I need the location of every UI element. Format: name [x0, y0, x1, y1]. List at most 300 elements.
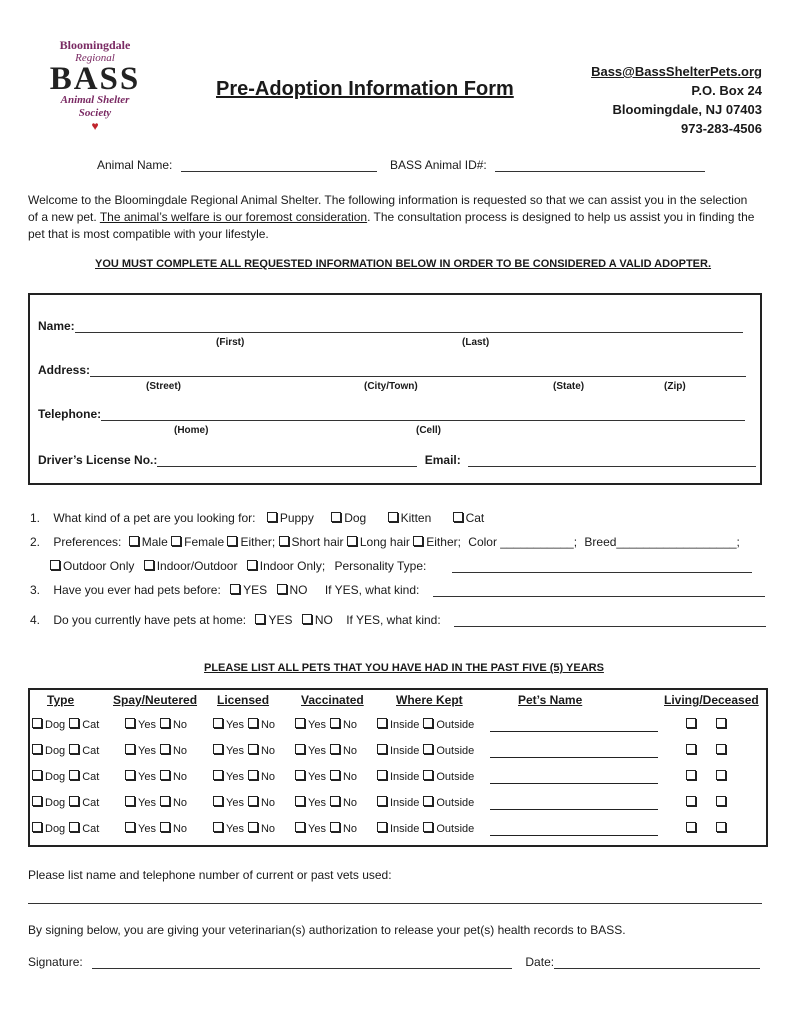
checkbox-icon	[413, 536, 423, 546]
pet-type-cat[interactable]	[69, 745, 99, 757]
pet-type	[32, 718, 99, 731]
pet-licensed	[213, 796, 275, 809]
q2-option-indoor-outdoor[interactable]	[144, 559, 238, 573]
checkbox-icon	[302, 614, 312, 624]
email-label: Email:	[424, 453, 461, 467]
checkbox-icon	[377, 770, 387, 780]
checkbox-icon	[213, 796, 223, 806]
option-label: Outside	[436, 797, 475, 809]
option-label: Short hair	[291, 535, 344, 549]
intro-paragraph	[28, 192, 760, 243]
option-label: Outside	[436, 719, 475, 731]
animal-name-label: Animal Name:	[97, 158, 173, 172]
state-sublabel: (State)	[553, 381, 585, 392]
checkbox-icon	[716, 822, 726, 832]
checkbox-icon	[248, 744, 258, 754]
option-label: No	[260, 745, 276, 757]
option-label: YES	[268, 613, 293, 627]
q2-option-female[interactable]	[171, 535, 224, 549]
option-label: Yes	[226, 745, 244, 757]
pet-spayed	[125, 718, 187, 731]
pet-living-checkbox[interactable]	[686, 744, 699, 757]
animal-name-field[interactable]	[181, 159, 377, 172]
address-label: Address:	[38, 363, 91, 377]
q3-number: 3.	[30, 583, 41, 597]
pet-living-checkbox[interactable]	[686, 718, 699, 731]
contact-block	[591, 62, 762, 138]
option-label: No	[172, 823, 188, 835]
cell-sublabel: (Cell)	[416, 425, 441, 436]
pet-licensed-no[interactable]	[248, 745, 275, 757]
checkbox-icon	[331, 512, 341, 522]
option-label: Dog	[45, 719, 66, 731]
checkbox-icon	[279, 536, 289, 546]
address-row	[38, 363, 746, 377]
pet-licensed-yes[interactable]	[213, 745, 244, 757]
option-label: Yes	[308, 745, 326, 757]
checkbox-icon	[125, 744, 135, 754]
pet-licensed-no[interactable]	[248, 719, 275, 731]
address-field[interactable]	[90, 364, 746, 377]
pet-deceased-checkbox[interactable]	[716, 822, 729, 835]
header-living-deceased: Living/Deceased	[664, 693, 759, 707]
contact-email-link[interactable]: Bass@BassShelterPets.org	[591, 64, 762, 79]
option-label: Yes	[138, 745, 156, 757]
checkbox-icon	[125, 718, 135, 728]
checkbox-icon	[277, 584, 287, 594]
header-licensed: Licensed	[217, 693, 270, 707]
option-label: No	[260, 719, 276, 731]
form-title: Pre-Adoption Information Form	[216, 78, 514, 100]
checkbox-icon	[50, 560, 60, 570]
checkbox-icon	[686, 796, 696, 806]
checkbox-icon	[267, 512, 277, 522]
logo-bass: BASS	[49, 61, 141, 97]
q2-option-either-hair[interactable]	[413, 535, 461, 549]
signature-row	[28, 955, 760, 969]
option-label: Yes	[308, 719, 326, 731]
checkbox-icon	[125, 822, 135, 832]
vets-field[interactable]	[28, 903, 762, 904]
pet-where-kept	[377, 770, 474, 783]
checkbox-icon	[171, 536, 181, 546]
pet-spayed-yes[interactable]	[125, 823, 156, 835]
question-2-continued	[50, 559, 752, 573]
q1-number: 1.	[30, 511, 41, 525]
pet-living-checkbox[interactable]	[686, 796, 699, 809]
q4-option-no[interactable]	[302, 613, 333, 627]
pet-where-kept-outside[interactable]	[423, 797, 474, 809]
option-label: Indoor Only;	[259, 559, 326, 573]
checkbox-icon	[423, 796, 433, 806]
pet-name-field[interactable]	[490, 834, 658, 836]
pet-type	[32, 744, 99, 757]
checkbox-icon	[295, 770, 305, 780]
pet-licensed-no[interactable]	[248, 771, 275, 783]
option-label: Outdoor Only	[63, 559, 135, 573]
checkbox-icon	[295, 718, 305, 728]
option-label: Cat	[82, 771, 100, 783]
q3-option-yes[interactable]	[230, 583, 267, 597]
animal-id-field[interactable]	[495, 159, 705, 172]
option-label: Indoor/Outdoor	[156, 559, 238, 573]
checkbox-icon	[69, 796, 79, 806]
checkbox-icon	[213, 718, 223, 728]
pet-vaccinated	[295, 770, 357, 783]
question-3	[30, 583, 765, 597]
first-sublabel: (First)	[216, 337, 245, 348]
pet-licensed	[213, 770, 275, 783]
q4-option-yes[interactable]	[255, 613, 292, 627]
checkbox-icon	[377, 744, 387, 754]
pet-spayed	[125, 822, 187, 835]
pet-vaccinated	[295, 796, 357, 809]
pet-type-cat[interactable]	[69, 771, 99, 783]
checkbox-icon	[32, 718, 42, 728]
option-label: Dog	[45, 771, 66, 783]
pet-where-kept-inside[interactable]	[377, 771, 419, 783]
must-complete-notice: YOU MUST COMPLETE ALL REQUESTED INFORMATION BELOW IN ORDER TO BE CONSIDERED A VALID ADOPTER.	[95, 258, 712, 270]
checkbox-icon	[248, 718, 258, 728]
q2-option-indoor-only[interactable]	[247, 559, 325, 573]
option-label: Yes	[226, 719, 244, 731]
pet-type-dog[interactable]	[32, 771, 65, 783]
checkbox-icon	[247, 560, 257, 570]
license-field[interactable]	[157, 454, 417, 467]
q2-personality-label: Personality Type:	[334, 559, 427, 573]
option-label: No	[342, 719, 358, 731]
option-label: Cat	[82, 823, 100, 835]
pet-living-checkbox[interactable]	[686, 770, 699, 783]
contact-phone: 973-283-4506	[681, 121, 762, 136]
pet-licensed-yes[interactable]	[213, 797, 244, 809]
pet-deceased-checkbox[interactable]	[716, 796, 729, 809]
option-label: No	[172, 797, 188, 809]
option-label: Yes	[308, 797, 326, 809]
name-row	[38, 319, 743, 333]
contact-pobox: P.O. Box 24	[691, 83, 762, 98]
pet-spayed-yes[interactable]	[125, 771, 156, 783]
q2-option-long-hair[interactable]	[347, 535, 410, 549]
pet-spayed-no[interactable]	[160, 771, 187, 783]
pet-vaccinated	[295, 744, 357, 757]
option-label: NO	[289, 583, 308, 597]
pet-type-cat[interactable]	[69, 719, 99, 731]
option-label: Cat	[82, 797, 100, 809]
option-label: Outside	[436, 771, 475, 783]
pet-vaccinated-yes[interactable]	[295, 771, 326, 783]
logo-line-2: Regional	[75, 52, 115, 64]
option-label: Cat	[82, 719, 100, 731]
pet-where-kept	[377, 718, 474, 731]
pet-vaccinated-no[interactable]	[330, 823, 357, 835]
pet-licensed	[213, 744, 275, 757]
pet-type-cat[interactable]	[69, 823, 99, 835]
pet-type-dog[interactable]	[32, 745, 65, 757]
checkbox-icon	[32, 744, 42, 754]
option-label: No	[260, 823, 276, 835]
checkbox-icon	[295, 822, 305, 832]
option-label: Yes	[308, 823, 326, 835]
checkbox-icon	[423, 822, 433, 832]
pet-where-kept-inside[interactable]	[377, 823, 419, 835]
applicant-info-box	[28, 293, 762, 485]
checkbox-icon	[248, 796, 258, 806]
q2-option-either-sex[interactable]	[227, 535, 275, 549]
option-label: Yes	[226, 771, 244, 783]
pet-where-kept-outside[interactable]	[423, 771, 474, 783]
pet-name-field[interactable]	[490, 756, 658, 758]
pet-living-checkbox[interactable]	[686, 822, 699, 835]
date-field[interactable]	[554, 956, 760, 969]
pet-type	[32, 822, 99, 835]
heart-icon: ♥	[91, 119, 99, 133]
option-label: Yes	[308, 771, 326, 783]
animal-name-row	[97, 158, 705, 172]
date-label: Date:	[525, 955, 555, 969]
option-label: Outside	[436, 823, 475, 835]
option-label: Cat	[465, 511, 485, 525]
pet-where-kept-outside[interactable]	[423, 745, 474, 757]
pet-spayed-no[interactable]	[160, 719, 187, 731]
pet-vaccinated-no[interactable]	[330, 745, 357, 757]
checkbox-icon	[295, 744, 305, 754]
pet-where-kept	[377, 744, 474, 757]
option-label: Inside	[390, 797, 420, 809]
checkbox-icon	[125, 770, 135, 780]
pet-type-dog[interactable]	[32, 719, 65, 731]
question-1	[30, 511, 484, 525]
contact-city: Bloomingdale, NJ 07403	[612, 102, 762, 117]
checkbox-icon	[377, 822, 387, 832]
checkbox-icon	[686, 770, 696, 780]
checkbox-icon	[160, 822, 170, 832]
pet-type-dog[interactable]	[32, 823, 65, 835]
pet-spayed	[125, 796, 187, 809]
pet-where-kept-outside[interactable]	[423, 719, 474, 731]
pet-deceased-checkbox[interactable]	[716, 718, 729, 731]
pet-where-kept-inside[interactable]	[377, 745, 419, 757]
option-label: No	[342, 771, 358, 783]
checkbox-icon	[69, 718, 79, 728]
last-sublabel: (Last)	[462, 337, 490, 348]
q3-kind-label: If YES, what kind:	[324, 583, 420, 597]
option-label: NO	[314, 613, 333, 627]
pet-vaccinated-no[interactable]	[330, 797, 357, 809]
pet-licensed-no[interactable]	[248, 823, 275, 835]
intro-text-1: Welcome to the Bloomingdale Regional Animal Shelter. The following information is requested so that we can assist you in the selection of a new pet.	[28, 193, 748, 224]
q2-option-male[interactable]	[129, 535, 168, 549]
authorization-text: By signing below, you are giving your veterinarian(s) authorization to release your pet(s) health records to BASS.	[28, 923, 626, 937]
pet-type	[32, 796, 99, 809]
checkbox-icon	[227, 536, 237, 546]
q2-color-field[interactable]: Color ___________;	[468, 535, 578, 549]
pet-deceased-checkbox[interactable]	[716, 744, 729, 757]
checkbox-icon	[388, 512, 398, 522]
q1-option-kitten[interactable]	[388, 511, 432, 525]
name-field[interactable]	[75, 320, 743, 333]
q2-breed-field[interactable]: Breed__________________;	[584, 535, 740, 549]
option-label: Dog	[45, 797, 66, 809]
option-label: Either;	[240, 535, 276, 549]
pet-vaccinated-yes[interactable]	[295, 797, 326, 809]
city-sublabel: (City/Town)	[364, 381, 418, 392]
option-label: No	[342, 823, 358, 835]
option-label: Male	[141, 535, 168, 549]
pet-where-kept	[377, 796, 474, 809]
header-vaccinated: Vaccinated	[301, 693, 364, 707]
pet-spayed-yes[interactable]	[125, 797, 156, 809]
q4-kind-field[interactable]	[454, 614, 766, 627]
intro-text-3: . The consultation process is designed to help us assist you in finding the pet that is most compatible with your lifestyle.	[28, 210, 755, 241]
pet-name-field[interactable]	[490, 782, 658, 784]
pet-name-field[interactable]	[490, 730, 658, 732]
header-where-kept: Where Kept	[396, 693, 463, 707]
checkbox-icon	[213, 744, 223, 754]
option-label: Yes	[226, 823, 244, 835]
checkbox-icon	[248, 770, 258, 780]
option-label: YES	[243, 583, 268, 597]
checkbox-icon	[160, 718, 170, 728]
zip-sublabel: (Zip)	[664, 381, 686, 392]
q2-option-outdoor-only[interactable]	[50, 559, 134, 573]
pet-licensed	[213, 718, 275, 731]
telephone-label: Telephone:	[38, 407, 102, 421]
animal-id-label: BASS Animal ID#:	[390, 158, 487, 172]
header-spay-neutered: Spay/Neutered	[113, 693, 198, 707]
q4-number: 4.	[30, 613, 41, 627]
pet-licensed-yes[interactable]	[213, 771, 244, 783]
checkbox-icon	[330, 822, 340, 832]
option-label: Yes	[138, 771, 156, 783]
pet-vaccinated-yes[interactable]	[295, 823, 326, 835]
q2-personality-field[interactable]	[452, 560, 752, 573]
pet-where-kept-outside[interactable]	[423, 823, 474, 835]
q1-option-dog[interactable]	[331, 511, 366, 525]
telephone-field[interactable]	[101, 408, 745, 421]
pet-type-cat[interactable]	[69, 797, 99, 809]
logo-line-4: Society	[78, 107, 112, 119]
pet-licensed	[213, 822, 275, 835]
pet-spayed-no[interactable]	[160, 823, 187, 835]
option-label: Yes	[138, 719, 156, 731]
option-label: Dog	[45, 745, 66, 757]
pet-deceased-checkbox[interactable]	[716, 770, 729, 783]
license-label: Driver’s License No.:	[38, 453, 158, 467]
question-4	[30, 613, 766, 627]
checkbox-icon	[423, 744, 433, 754]
checkbox-icon	[160, 770, 170, 780]
checkbox-icon	[423, 718, 433, 728]
pet-where-kept-inside[interactable]	[377, 719, 419, 731]
option-label: No	[260, 771, 276, 783]
q3-kind-field[interactable]	[433, 584, 765, 597]
option-label: Puppy	[279, 511, 314, 525]
option-label: Yes	[138, 823, 156, 835]
checkbox-icon	[377, 718, 387, 728]
checkbox-icon	[69, 822, 79, 832]
option-label: Inside	[390, 745, 420, 757]
q4-text: Do you currently have pets at home:	[53, 613, 247, 627]
pet-type-dog[interactable]	[32, 797, 65, 809]
pet-licensed-yes[interactable]	[213, 823, 244, 835]
checkbox-icon	[347, 536, 357, 546]
option-label: Female	[184, 535, 225, 549]
header-pets-name: Pet’s Name	[518, 693, 583, 707]
q1-option-puppy[interactable]	[267, 511, 314, 525]
pet-vaccinated	[295, 822, 357, 835]
option-label: Inside	[390, 771, 420, 783]
q3-text: Have you ever had pets before:	[53, 583, 221, 597]
logo-line-1: Bloomingdale	[59, 38, 131, 52]
option-label: No	[172, 745, 188, 757]
option-label: No	[172, 719, 188, 731]
telephone-row	[38, 407, 745, 421]
q1-text: What kind of a pet are you looking for:	[53, 511, 256, 525]
checkbox-icon	[32, 822, 42, 832]
pet-where-kept-inside[interactable]	[377, 797, 419, 809]
option-label: Cat	[82, 745, 100, 757]
pet-vaccinated-no[interactable]	[330, 771, 357, 783]
pet-name-field[interactable]	[490, 808, 658, 810]
checkbox-icon	[295, 796, 305, 806]
option-label: Inside	[390, 823, 420, 835]
checkbox-icon	[330, 770, 340, 780]
checkbox-icon	[230, 584, 240, 594]
checkbox-icon	[686, 718, 696, 728]
pet-vaccinated-yes[interactable]	[295, 719, 326, 731]
checkbox-icon	[125, 796, 135, 806]
pet-spayed-yes[interactable]	[125, 745, 156, 757]
option-label: Dog	[45, 823, 66, 835]
checkbox-icon	[423, 770, 433, 780]
checkbox-icon	[160, 744, 170, 754]
option-label: No	[342, 797, 358, 809]
pets-table-title: PLEASE LIST ALL PETS THAT YOU HAVE HAD IN THE PAST FIVE (5) YEARS	[204, 662, 604, 674]
email-field[interactable]	[468, 454, 756, 467]
pet-vaccinated-no[interactable]	[330, 719, 357, 731]
pet-vaccinated	[295, 718, 357, 731]
option-label: Kitten	[400, 511, 432, 525]
checkbox-icon	[69, 770, 79, 780]
q3-option-no[interactable]	[277, 583, 308, 597]
pets-table	[28, 688, 768, 847]
checkbox-icon	[213, 822, 223, 832]
pet-licensed-no[interactable]	[248, 797, 275, 809]
pet-where-kept	[377, 822, 474, 835]
q1-option-cat[interactable]	[453, 511, 485, 525]
option-label: Outside	[436, 745, 475, 757]
checkbox-icon	[686, 822, 696, 832]
checkbox-icon	[69, 744, 79, 754]
pet-spayed-no[interactable]	[160, 797, 187, 809]
checkbox-icon	[716, 770, 726, 780]
option-label: Yes	[226, 797, 244, 809]
pet-vaccinated-yes[interactable]	[295, 745, 326, 757]
header-type: Type	[47, 693, 75, 707]
logo-line-3: Animal Shelter	[60, 94, 130, 106]
signature-field[interactable]	[92, 956, 512, 969]
checkbox-icon	[686, 744, 696, 754]
street-sublabel: (Street)	[146, 381, 182, 392]
option-label: No	[172, 771, 188, 783]
pet-licensed-yes[interactable]	[213, 719, 244, 731]
pet-spayed-yes[interactable]	[125, 719, 156, 731]
q2-option-short-hair[interactable]	[279, 535, 344, 549]
pet-spayed-no[interactable]	[160, 745, 187, 757]
option-label: Dog	[344, 511, 367, 525]
pet-type	[32, 770, 99, 783]
